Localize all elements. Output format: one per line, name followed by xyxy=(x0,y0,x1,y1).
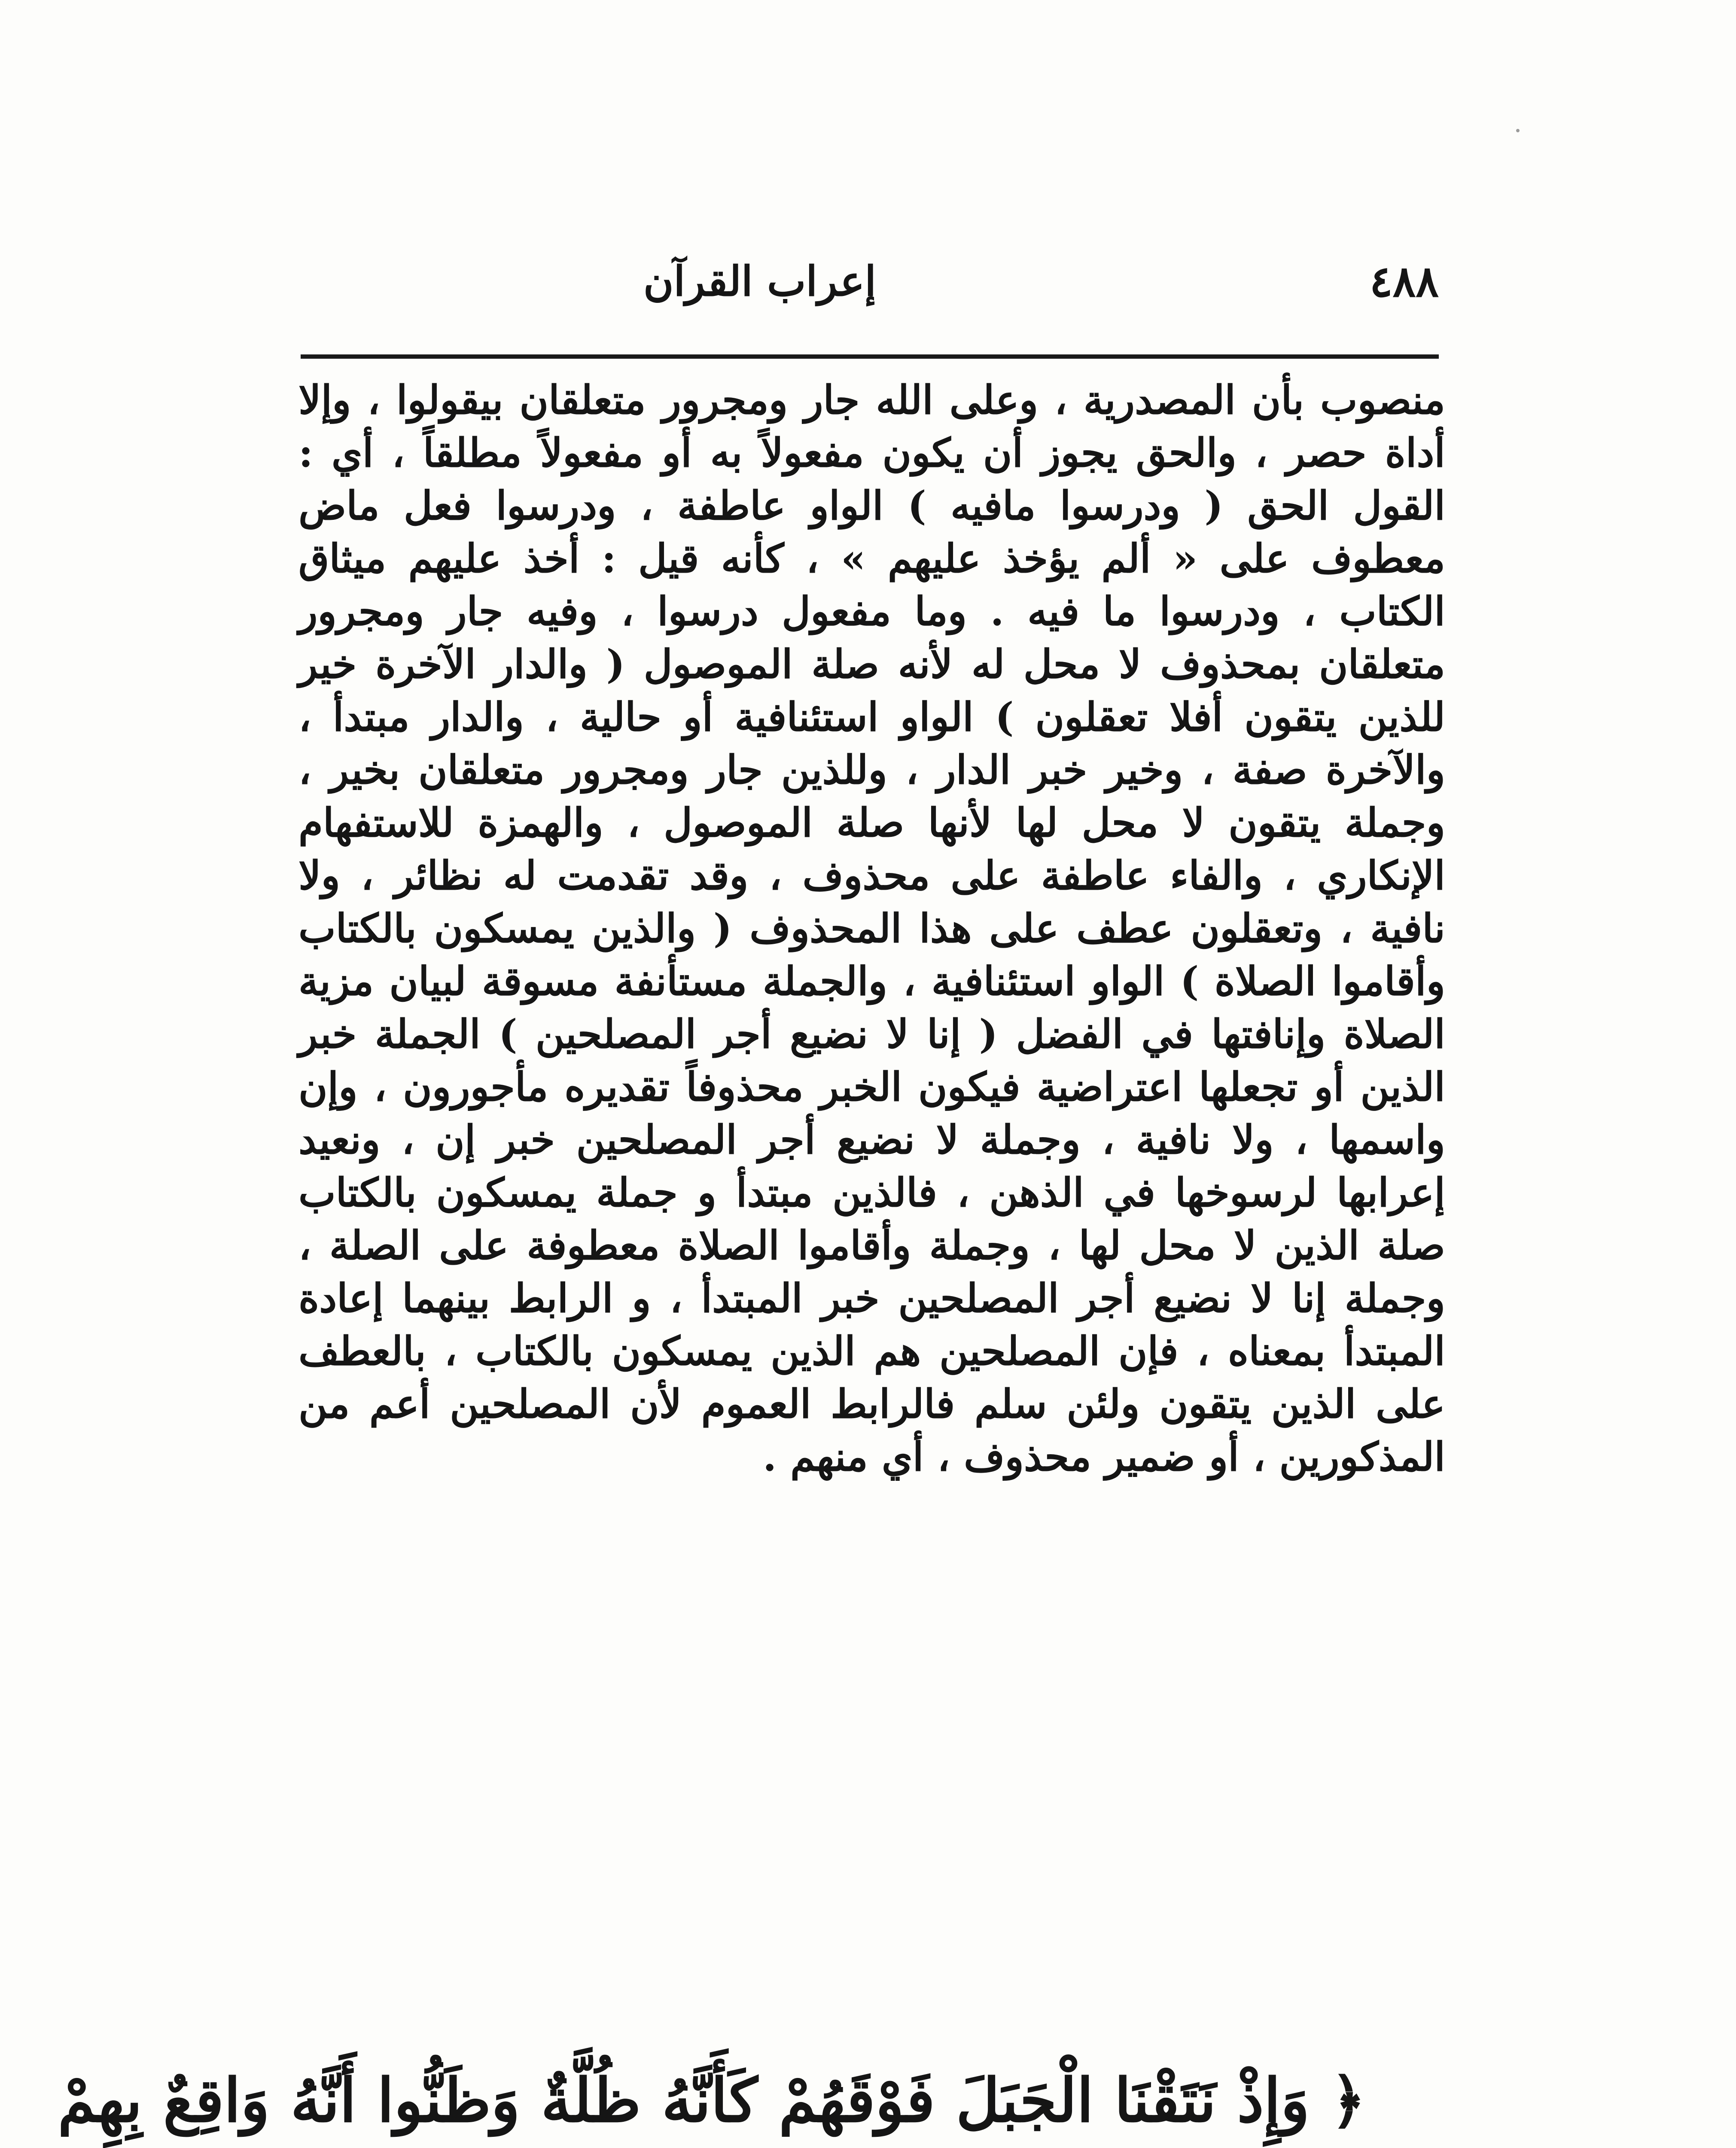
header-divider xyxy=(301,354,1439,359)
page-number: ٤٨٨ xyxy=(1369,256,1439,307)
running-title: إعراب القرآن xyxy=(643,257,876,305)
page-header xyxy=(301,253,1439,318)
quran-verse-heading: ﴿ وَإِذْ نَتَقْنَا الْجَبَلَ فَوْقَهُمْ كَأَنَّهُ ظُلَّةٌ وَظَنُّوا أَنَّهُ وَاقِعٌ بِهِمْ xyxy=(58,2066,1366,2136)
scan-speck xyxy=(1516,129,1520,132)
commentary-paragraph: منصوب بأن المصدرية ، وعلى الله جار ومجرور متعلقان بيقولوا ، وإلا أداة حصر ، والحق يجوز أن يكون مفعولاً به أو مفعولاً مطلقاً ، أي : القول الحق ( ودرسوا مافيه ) الواو عاطفة ، ودرسوا فعل ماض معطوف على « ألم يؤخذ عليهم » ، كأنه قيل : أخذ عليهم ميثاق الكتاب ، ودرسوا ما فيه . وما مفعول درسوا ، وفيه جار ومجرور متعلقان بمحذوف لا محل له لأنه صلة الموصول ( والدار الآخرة خير للذين يتقون أفلا تعقلون ) الواو استئنافية أو حالية ، والدار مبتدأ ، والآخرة صفة ، وخير خبر الدار ، وللذين جار ومجرور متعلقان بخير ، وجملة يتقون لا محل لها لأنها صلة الموصول ، والهمزة للاستفهام الإنكاري ، والفاء عاطفة على محذوف ، وقد تقدمت له نظائر ، ولا نافية ، وتعقلون عطف على هذا المحذوف ( والذين يمسكون بالكتاب وأقاموا الصلاة ) الواو استئنافية ، والجملة مستأنفة مسوقة لبيان مزية الصلاة وإنافتها في الفضل ( إنا لا نضيع أجر المصلحين ) الجملة خبر الذين أو تجعلها اعتراضية فيكون الخبر محذوفاً تقديره مأجورون ، وإن واسمها ، ولا نافية ، وجملة لا نضيع أجر المصلحين خبر إن ، ونعيد إعرابها لرسوخها في الذهن ، فالذين مبتدأ و جملة يمسكون بالكتاب صلة الذين لا محل لها ، وجملة وأقاموا الصلاة معطوفة على الصلة ، وجملة إنا لا نضيع أجر المصلحين خبر المبتدأ ، و الرابط بينهما إعادة المبتدأ بمعناه ، فإن المصلحين هم الذين يمسكون بالكتاب ، بالعطف على الذين يتقون ولئن سلم فالرابط العموم لأن المصلحين أعم من المذكورين ، أو ضمير محذوف ، أي منهم . xyxy=(298,377,1445,1480)
